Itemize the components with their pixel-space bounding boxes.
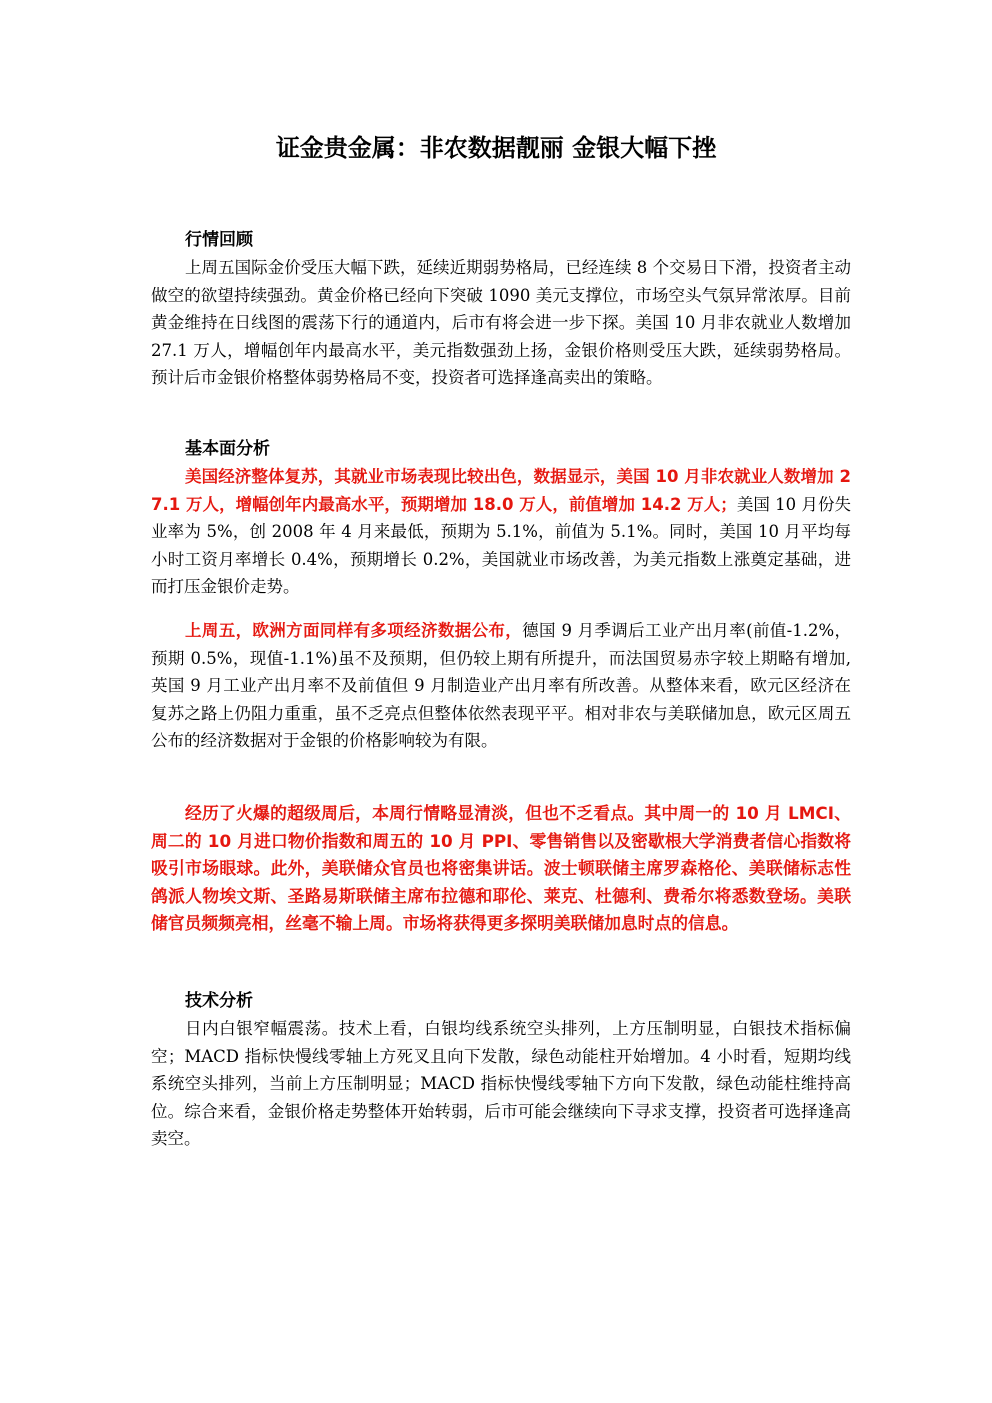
technical-heading: 技术分析 [185,991,253,1011]
fundamentals-paragraph-2 [151,617,851,755]
technical-section [151,987,851,1153]
fundamentals-paragraph-3: 经历了火爆的超级周后，本周行情略显清淡，但也不乏看点。其中周一的 10 月 LMCI、周二的 10 月进口物价指数和周五的 10 月 PPI、零售销售以及密歇根大学消费者信心指数将吸引市场眼球。此外，美联储众官员也将密集讲话。波士顿联储主席罗森格伦、美联储标志性鸽派人物埃文斯、圣路易斯联储主席布拉德和耶伦、莱克、杜德利、费希尔将悉数登场。美联储官员频频亮相，丝毫不输上周。市场将获得更多探明美联储加息时点的信息。 [151,803,851,934]
fundamentals-paragraph-2-text: 德国 9 月季调后工业产出月率(前值-1.2%，预期 0.5%，现值-1.1%)虽不及预期，但仍较上期有所提升，而法国贸易赤字较上期略有增加,英国 9 月工业产出月率不及前值但 9 月制造业产出月率有所改善。从整体来看，欧元区经济在复苏之路上仍阻力重重，虽不乏亮点但整体依然表现平平。相对非农与美联储加息，欧元区周五公布的经济数据对于金银的价格影响较为有限。 [151,621,852,751]
market-review-heading: 行情回顾 [185,230,253,250]
fundamentals-paragraph-1-text: 美国 10 月份失业率为 5%，创 2008 年 4 月来最低，预期为 5.1%，前值为 5.1%。同时，美国 10 月平均每小时工资月率增长 0.4%，预期增长 0.2%，美国就业市场改善，为美元指数上涨奠定基础，进而打压金银价走势。 [151,494,851,597]
fundamentals-heading: 基本面分析 [185,439,270,459]
fundamentals-paragraph-1-highlight: 美国经济整体复苏，其就业市场表现比较出色，数据显示，美国 10 月非农就业人数增加 27.1 万人，增幅创年内最高水平，预期增加 18.0 万人，前值增加 14.2 万人； [151,467,851,514]
market-review-section [151,226,851,392]
europe-data-section [151,617,851,755]
fundamentals-paragraph-2-highlight: 上周五，欧洲方面同样有多项经济数据公布， [185,621,523,640]
weekly-outlook-section [151,800,851,938]
fundamentals-paragraph-1 [151,463,851,601]
technical-body: 日内白银窄幅震荡。技术上看，白银均线系统空头排列，上方压制明显，白银技术指标偏空；MACD 指标快慢线零轴上方死叉且向下发散，绿色动能柱开始增加。4 小时看，短期均线系统空头排列，当前上方压制明显；MACD 指标快慢线零轴下方向下发散，绿色动能柱维持高位。综合来看，金银价格走势整体开始转弱，后市可能会继续向下寻求支撑，投资者可选择逢高卖空。 [151,1019,851,1149]
market-review-body: 上周五国际金价受压大幅下跌，延续近期弱势格局，已经连续 8 个交易日下滑，投资者主动做空的欲望持续强劲。黄金价格已经向下突破 1090 美元支撑位，市场空头气氛异常浓厚。目前黄金维持在日线图的震荡下行的通道内，后市有将会进一步下探。美国 10 月非农就业人数增加 27.1 万人，增幅创年内最高水平，美元指数强劲上扬，金银价格则受压大跌，延续弱势格局。预计后市金银价格整体弱势格局不变，投资者可选择逢高卖出的策略。 [151,258,851,388]
page-title: 证金贵金属：非农数据靓丽 金银大幅下挫 [275,134,717,162]
fundamentals-section [151,435,851,601]
